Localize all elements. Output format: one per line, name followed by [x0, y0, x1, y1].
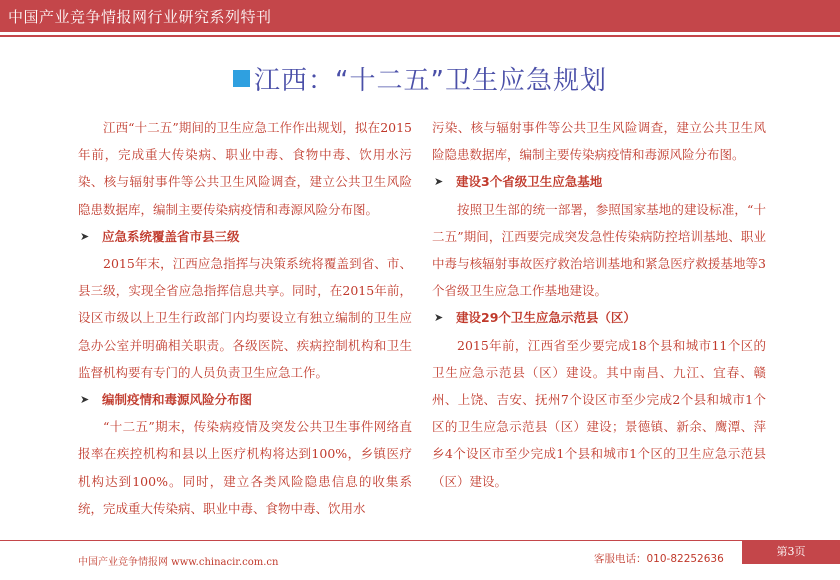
header-bar [0, 0, 840, 32]
section-heading [78, 386, 412, 413]
section-heading [432, 168, 766, 195]
body-paragraph: 2015年前，江西省至少要完成18个县和城市11个区的卫生应急示范县（区）建设。其中南昌、九江、宜春、赣州、上饶、吉安、抚州7个设区市至少完成2个县和城市1个区的卫生应急示范县（区）建设；景德镇、新余、鹰潭、萍乡4个设区市至少完成1个县和城市1个区的卫生应急示范县（区）建设。 [432, 337, 766, 489]
header-divider [0, 35, 840, 37]
section-heading [78, 223, 412, 250]
page-number-badge: 第3页 [742, 540, 840, 564]
intro-paragraph: 江西“十二五”期间的卫生应急工作作出规划，拟在2015年前，完成重大传染病、职业中毒、食物中毒、饮用水污染、核与辐射事件等公共卫生风险调查，建立公共卫生风险隐患数据库，编制主要传染病疫情和毒源风险分布图。 [78, 120, 412, 217]
footer-divider [0, 540, 742, 541]
body-paragraph: “十二五”期末，传染病疫情及突发公共卫生事件网络直报率在疾控机构和县以上医疗机构将达到100%，乡镇医疗机构达到100%。同时，建立各类风险隐患信息的收集系统，完成重大传染病、职业中毒、食物中毒、饮用水 [78, 419, 412, 516]
section-heading-text: 应急系统覆盖省市县三级 [102, 228, 240, 244]
footer-phone: 客服电话：010-82252636 [594, 553, 724, 565]
arrow-right-icon: ➤ [80, 393, 90, 407]
left-column [78, 114, 412, 522]
header-title: 中国产业竞争情报网行业研究系列特刊 [8, 8, 272, 26]
page-title-container [0, 60, 840, 97]
section-heading-text: 建设3个省级卫生应急基地 [456, 174, 603, 190]
arrow-right-icon: ➤ [434, 175, 444, 189]
section-heading-text: 建设29个卫生应急示范县（区） [456, 310, 636, 326]
page-title: 江西：“十二五”卫生应急规划 [254, 66, 607, 96]
body-paragraph: 2015年末，江西应急指挥与决策系统将覆盖到省、市、县三级，实现全省应急指挥信息共享。同时，在2015年前，设区市级以上卫生行政部门内均要设立有独立编制的卫生应急办公室并明确相关职责。各级医院、疾病控制机构和卫生监督机构要有专门的人员负责卫生应急工作。 [78, 256, 412, 380]
body-paragraph: 按照卫生部的统一部署，参照国家基地的建设标准，“十二五”期间，江西要完成突发急性传染病防控培训基地、职业中毒与核辐射事故医疗救治培训基地和紧急医疗救援基地等3个省级卫生应急工作基地建设。 [432, 201, 766, 299]
arrow-right-icon: ➤ [80, 229, 90, 243]
continuation-paragraph: 污染、核与辐射事件等公共卫生风险调查，建立公共卫生风险隐患数据库，编制主要传染病疫情和毒源风险分布图。 [432, 120, 766, 163]
square-icon [233, 70, 250, 87]
arrow-right-icon: ➤ [434, 311, 444, 325]
section-heading-text: 编制疫情和毒源风险分布图 [102, 392, 253, 408]
right-column [432, 114, 766, 495]
footer-site-link[interactable]: 中国产业竞争情报网 www.chinacir.com.cn [78, 557, 279, 568]
section-heading [432, 304, 766, 331]
